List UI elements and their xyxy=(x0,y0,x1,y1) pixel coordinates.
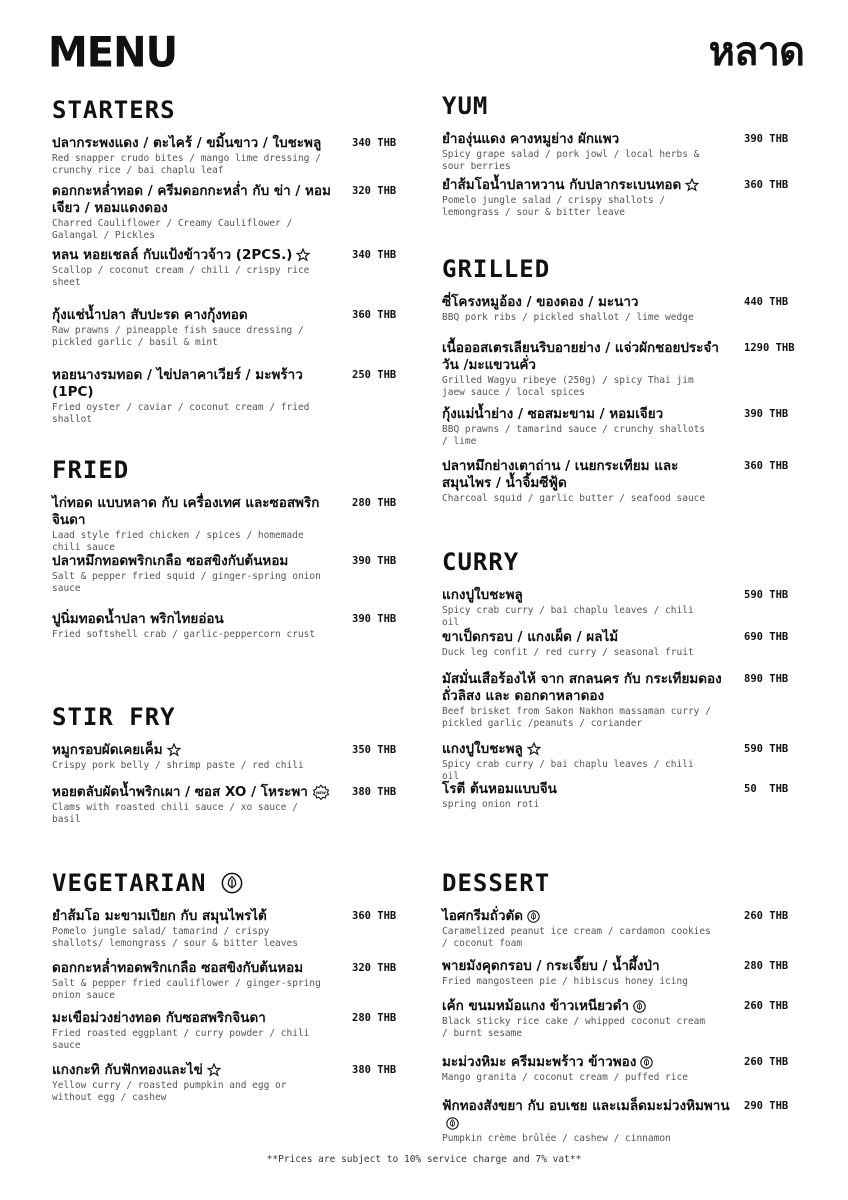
section-title-vegetarian: VEGETARIAN xyxy=(52,868,402,898)
section-title-curry: CURRY xyxy=(442,548,520,576)
menu-item xyxy=(442,958,802,998)
menu-item xyxy=(442,998,802,1054)
menu-title: MENU xyxy=(48,28,178,78)
item-description: Pumpkin crème brûlée / cashew / cinnamon xyxy=(442,1133,671,1144)
item-price: 1290 THB xyxy=(744,342,795,354)
item-price: 50 THB xyxy=(744,783,789,795)
menu-item xyxy=(52,367,402,425)
menu-item xyxy=(442,781,802,817)
item-name: แกงปูใบชะพลู xyxy=(442,587,523,603)
section-dessert xyxy=(442,868,802,1144)
menu-item xyxy=(442,294,802,340)
vegetarian-leaf-icon xyxy=(633,1000,646,1013)
chef-star-icon xyxy=(685,178,699,192)
menu-item xyxy=(52,183,402,247)
item-name: มัสมั่นเสือร้องไห้ จาก สกลนคร กับ กระเทียมดอง ถั่วลิสง และ ดอกดาหลาดอง xyxy=(442,671,722,704)
new-badge-icon xyxy=(312,784,330,800)
item-description: Laad style fried chicken / spices / homemade chili sauce xyxy=(52,530,304,553)
item-name: ดอกกะหล่ำทอด / ครีมดอกกะหล่ำ กับ ข่า / หอมเจียว / หอมแดงดอง xyxy=(52,183,331,216)
item-price: 320 THB xyxy=(352,185,397,197)
item-price: 390 THB xyxy=(744,133,789,145)
item-description: Scallop / coconut cream / chili / crispy rice sheet xyxy=(52,265,310,288)
item-description: Charred Cauliflower / Creamy Cauliflower / Galangal / Pickles xyxy=(52,218,293,241)
new-badge-label: NEW xyxy=(315,790,326,795)
footer-note: **Prices are subject to 10% service charge and 7% vat** xyxy=(266,1154,582,1165)
restaurant-logo: หลาด xyxy=(708,29,804,75)
section-title-fried: FRIED xyxy=(52,456,130,484)
item-name: ดอกกะหล่ำทอดพริกเกลือ ซอสขิงกับต้นหอม xyxy=(52,960,304,976)
item-name: แกงกะทิ กับฟักทองและไข่ xyxy=(52,1062,342,1079)
item-name: กุ้งแม่น้ำย่าง / ซอสมะขาม / หอมเจียว xyxy=(442,406,664,422)
chef-star-icon xyxy=(527,742,541,756)
item-price: 590 THB xyxy=(744,589,789,601)
item-name: เนื้อออสเตรเลียนริบอายย่าง / แจ่วผักชอยประจำวัน /มะแขวนคั่ว xyxy=(442,340,719,373)
item-name: โรตี ต้นหอมแบบจีน xyxy=(442,781,557,797)
section-fried xyxy=(52,455,402,661)
menu-item xyxy=(442,406,802,458)
item-description: Spicy grape salad / pork jowl / local herbs & sour berries xyxy=(442,149,700,172)
item-name: หลน หอยเชลล์ กับแป้งข้าวจ้าว (2PCS.) xyxy=(52,247,342,264)
section-starters xyxy=(52,95,402,425)
item-description: Fried softshell crab / garlic-peppercorn crust xyxy=(52,629,316,640)
item-price: 350 THB xyxy=(352,744,397,756)
item-price: 890 THB xyxy=(744,673,789,685)
item-name: ยำส้มโอน้ำปลาหวาน กับปลากระเบนทอด xyxy=(442,177,732,194)
item-price: 380 THB xyxy=(352,786,397,798)
section-title-stir-fry: STIR FRY xyxy=(52,703,176,731)
item-description: Spicy crab curry / bai chaplu leaves / chili oil xyxy=(442,605,694,628)
item-price: 380 THB xyxy=(352,1064,397,1076)
item-description: Salt & pepper fried cauliflower / ginger-spring onion sauce xyxy=(52,978,321,1001)
item-price: 360 THB xyxy=(744,460,789,472)
item-description: Pomelo jungle salad/ tamarind / crispy shallots/ lemongrass / sour & bitter leaves xyxy=(52,926,298,949)
item-name: หอยตลับผัดน้ำพริกเผา / ซอส XO / โหระพา NEW xyxy=(52,784,342,801)
section-title-dessert: DESSERT xyxy=(442,869,551,897)
item-price: 340 THB xyxy=(352,249,397,261)
item-description: Fried mangosteen pie / hibiscus honey icing xyxy=(442,976,688,987)
vegetarian-leaf-icon xyxy=(527,910,540,923)
item-price: 360 THB xyxy=(744,179,789,191)
section-title-starters: STARTERS xyxy=(52,96,176,124)
item-price: 280 THB xyxy=(744,960,789,972)
section-grilled xyxy=(442,254,802,518)
item-description: Clams with roasted chili sauce / xo sauce / basil xyxy=(52,802,298,825)
menu-item xyxy=(442,131,802,177)
vegetarian-leaf-icon xyxy=(221,872,243,894)
item-price: 280 THB xyxy=(352,497,397,509)
item-name: แกงปูใบชะพลู xyxy=(442,741,732,758)
item-name: หมูกรอบผัดเคยเค็ม xyxy=(52,742,342,759)
menu-item xyxy=(52,611,402,661)
item-price: 690 THB xyxy=(744,631,789,643)
item-price: 260 THB xyxy=(744,910,789,922)
menu-item xyxy=(52,553,402,611)
menu-item xyxy=(442,458,802,518)
section-curry xyxy=(442,547,802,817)
item-name: มะเขือม่วงย่างทอด กับซอสพริกจินดา xyxy=(52,1010,266,1026)
menu-item xyxy=(52,908,402,960)
item-name: เค้ก ขนมหม้อแกง ข้าวเหนียวดำ xyxy=(442,998,732,1015)
menu-item xyxy=(442,1098,802,1144)
item-description: BBQ prawns / tamarind sauce / crunchy shallots / lime xyxy=(442,424,706,447)
item-name: กุ้งแช่น้ำปลา สับปะรด คางกุ้งทอด xyxy=(52,307,248,323)
item-price: 590 THB xyxy=(744,743,789,755)
section-yum xyxy=(442,91,802,225)
menu-item xyxy=(52,307,402,367)
item-description: Red snapper crudo bites / mango lime dressing / crunchy rice / bai chaplu leaf xyxy=(52,153,321,176)
chef-star-icon xyxy=(167,743,181,757)
menu-item xyxy=(52,247,402,307)
item-price: 250 THB xyxy=(352,369,397,381)
vegetarian-leaf-icon xyxy=(640,1056,653,1069)
item-name: มะม่วงหิมะ ครีมมะพร้าว ข้าวพอง xyxy=(442,1054,732,1071)
item-description: Duck leg confit / red curry / seasonal fruit xyxy=(442,647,694,658)
item-description: Salt & pepper fried squid / ginger-spring onion sauce xyxy=(52,571,321,594)
item-description: Grilled Wagyu ribeye (250g) / spicy Thai jim jaew sauce / local spices xyxy=(442,375,694,398)
item-price: 280 THB xyxy=(352,1012,397,1024)
item-price: 440 THB xyxy=(744,296,789,308)
section-vegetarian xyxy=(52,868,402,1106)
item-description: Beef brisket from Sakon Nakhon massaman curry / pickled garlic /peanuts / coriander xyxy=(442,706,711,729)
menu-item xyxy=(442,587,802,629)
menu-item xyxy=(52,1062,402,1106)
item-description: Yellow curry / roasted pumpkin and egg or without egg / cashew xyxy=(52,1080,287,1103)
menu-item xyxy=(52,784,402,824)
item-description: BBQ pork ribs / pickled shallot / lime wedge xyxy=(442,312,694,323)
section-title-grilled: GRILLED xyxy=(442,255,551,283)
item-name: ปลาหมึกทอดพริกเกลือ ซอสขิงกับต้นหอม xyxy=(52,553,289,569)
item-description: Mango granita / coconut cream / puffed rice xyxy=(442,1072,688,1083)
menu-item xyxy=(52,742,402,784)
item-price: 390 THB xyxy=(352,613,397,625)
menu-item xyxy=(442,908,802,958)
item-description: Crispy pork belly / shrimp paste / red chili xyxy=(52,760,304,771)
item-name: พายมังคุดกรอบ / กระเจี๊ยบ / น้ำผึ้งป่า xyxy=(442,958,660,974)
item-name: ยำส้มโอ มะขามเปียก กับ สมุนไพรไต้ xyxy=(52,908,267,924)
menu-item xyxy=(52,1010,402,1062)
item-name: ไอศกรีมถั่วตัด xyxy=(442,908,732,925)
item-price: 360 THB xyxy=(352,910,397,922)
section-title-yum: YUM xyxy=(442,92,489,120)
item-price: 390 THB xyxy=(352,555,397,567)
item-price: 320 THB xyxy=(352,962,397,974)
menu-item xyxy=(52,135,402,183)
item-description: Caramelized peanut ice cream / cardamon cookies / coconut foam xyxy=(442,926,711,949)
item-description: Raw prawns / pineapple fish sauce dressing / pickled garlic / basil & mint xyxy=(52,325,304,348)
chef-star-icon xyxy=(207,1063,221,1077)
menu-item xyxy=(442,629,802,671)
item-description: Fried roasted eggplant / curry powder / chili sauce xyxy=(52,1028,310,1051)
item-description: Spicy crab curry / bai chaplu leaves / chili oil xyxy=(442,759,694,782)
item-name: ปูนิ่มทอดน้ำปลา พริกไทยอ่อน xyxy=(52,611,224,627)
item-name: ขาเป็ดกรอบ / แกงเผ็ด / ผลไม้ xyxy=(442,629,619,645)
menu-item xyxy=(442,340,802,406)
menu-item xyxy=(442,671,802,741)
menu-item xyxy=(442,1054,802,1098)
item-description: spring onion roti xyxy=(442,799,540,810)
item-name: ซี่โครงหมูอ้อง / ของดอง / มะนาว xyxy=(442,294,639,310)
section-stir-fry xyxy=(52,702,402,824)
menu-item xyxy=(442,741,802,781)
menu-item xyxy=(52,495,402,553)
item-description: Fried oyster / caviar / coconut cream / fried shallot xyxy=(52,402,310,425)
menu-item xyxy=(442,177,802,225)
item-description: Pomelo jungle salad / crispy shallots / lemongrass / sour & bitter leave xyxy=(442,195,666,218)
item-name: ไก่ทอด แบบหลาด กับ เครื่องเทศ และซอสพริกจินดา xyxy=(52,495,320,528)
item-description: Black sticky rice cake / whipped coconut cream / burnt sesame xyxy=(442,1016,706,1039)
item-price: 290 THB xyxy=(744,1100,789,1112)
item-name: ปลากระพงแดง / ตะไคร้ / ขมิ้นขาว / ใบชะพลู xyxy=(52,135,322,151)
vegetarian-leaf-icon xyxy=(446,1117,459,1130)
menu-item xyxy=(52,960,402,1010)
chef-star-icon xyxy=(296,248,310,262)
item-description: Charcoal squid / garlic butter / seafood sauce xyxy=(442,493,706,504)
item-name: ฟักทองสังขยา กับ อบเชย และเมล็ดมะม่วงหิมพาน xyxy=(442,1098,732,1132)
item-name: หอยนางรมทอด / ไข่ปลาคาเวียร์ / มะพร้าว (1PC) xyxy=(52,367,303,400)
item-name: ปลาหมึกย่างเตาถ่าน / เนยกระเทียม และ สมุนไพร / น้ำจิ้มซีฟู้ด xyxy=(442,458,679,491)
item-price: 260 THB xyxy=(744,1000,789,1012)
item-price: 340 THB xyxy=(352,137,397,149)
item-name: ยำองุ่นแดง คางหมูย่าง ผักแพว xyxy=(442,131,620,147)
item-price: 260 THB xyxy=(744,1056,789,1068)
item-price: 360 THB xyxy=(352,309,397,321)
item-price: 390 THB xyxy=(744,408,789,420)
